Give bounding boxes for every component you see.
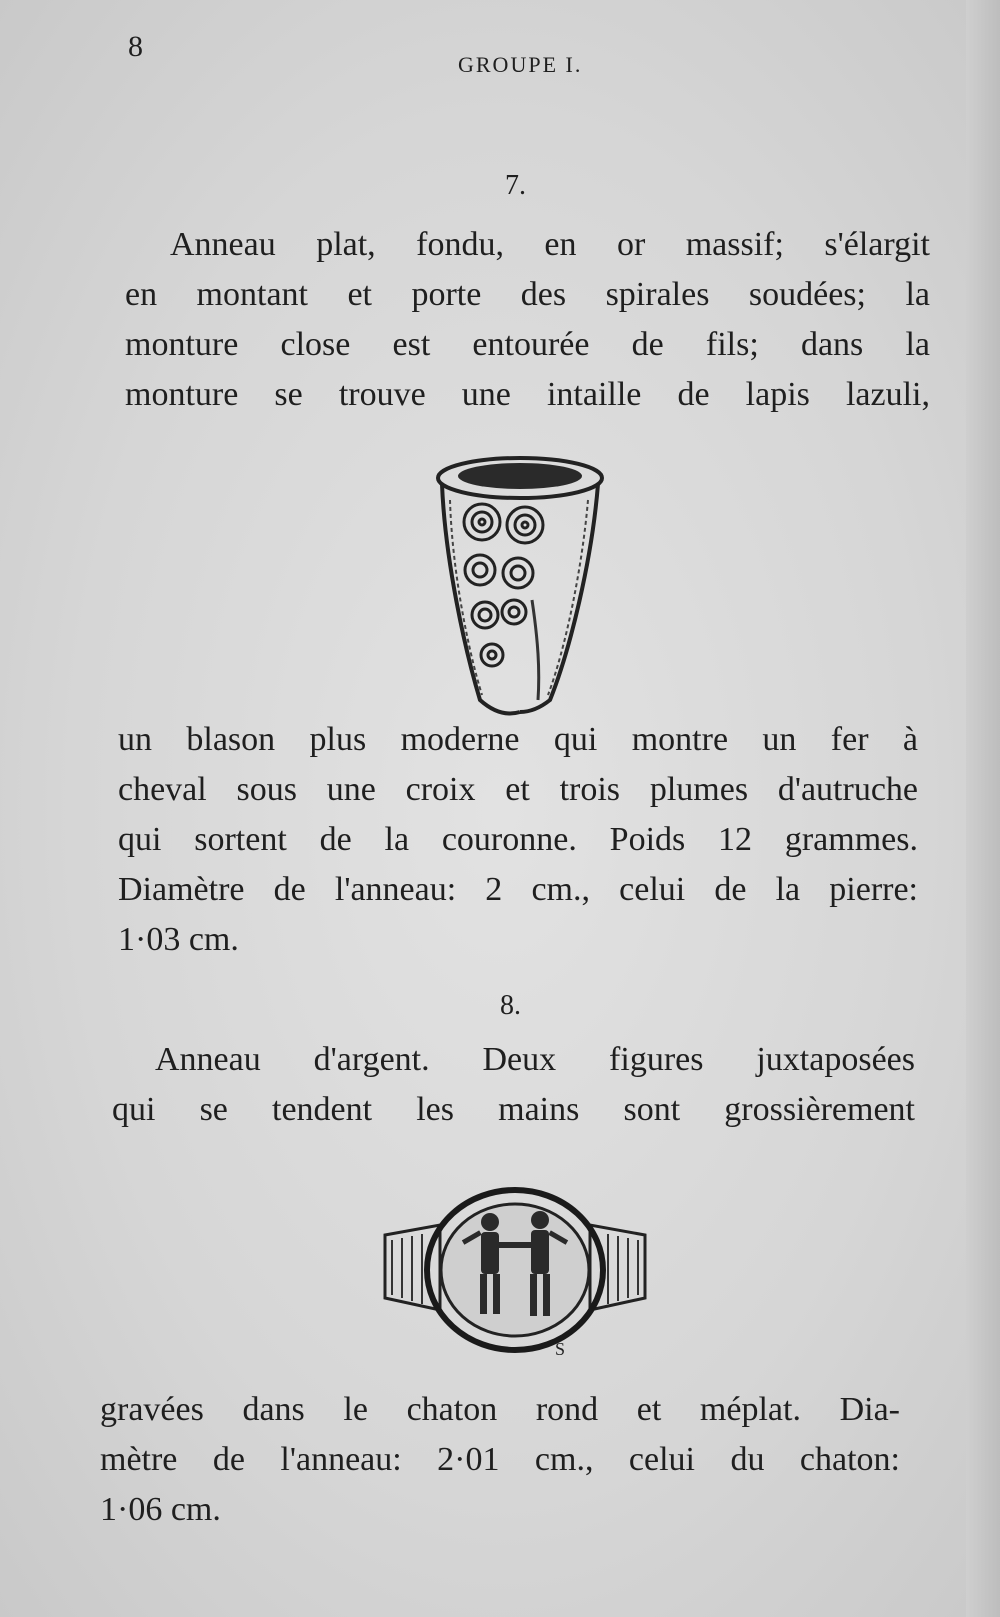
entry-7-line-2: en montant et porte des spirales soudées; la [125, 276, 930, 313]
page-number: 8 [128, 30, 143, 63]
ring-engraver-mark: S [555, 1339, 566, 1359]
entry-7-line-3: monture close est entourée de fils; dans la [125, 326, 930, 363]
figures-ring-icon [380, 1180, 650, 1360]
entry-7-line-6: cheval sous une croix et trois plumes d'autruche [118, 771, 918, 808]
entry-7-line-5: un blason plus moderne qui montre un fer à [118, 721, 918, 758]
entry-7-line-1: Anneau plat, fondu, en or massif; s'élargit [170, 226, 930, 263]
spiral-ring-icon [420, 450, 620, 720]
entry-7-line-8: Diamètre de l'anneau: 2 cm., celui de la pierre: [118, 871, 918, 908]
entry-8-line-2: qui se tendent les mains sont grossièrement [112, 1091, 915, 1128]
entry-8-line-1: Anneau d'argent. Deux figures juxtaposées [155, 1041, 915, 1078]
entry-7-line-7: qui sortent de la couronne. Poids 12 grammes. [118, 821, 918, 858]
entry-8-line-3: gravées dans le chaton rond et méplat. Dia- [100, 1391, 900, 1428]
entry-8-line-4: mètre de l'anneau: 2·01 cm., celui du chaton: [100, 1441, 900, 1478]
entry-7-line-9: 1·03 cm. [118, 921, 239, 958]
entry-8-number: 8. [500, 990, 521, 1021]
page-edge [966, 0, 1000, 1617]
entry-8-line-5: 1·06 cm. [100, 1491, 221, 1528]
running-head: GROUPE I. [458, 52, 583, 77]
entry-7-line-4: monture se trouve une intaille de lapis lazuli, [125, 376, 930, 413]
entry-7-number: 7. [505, 170, 526, 201]
